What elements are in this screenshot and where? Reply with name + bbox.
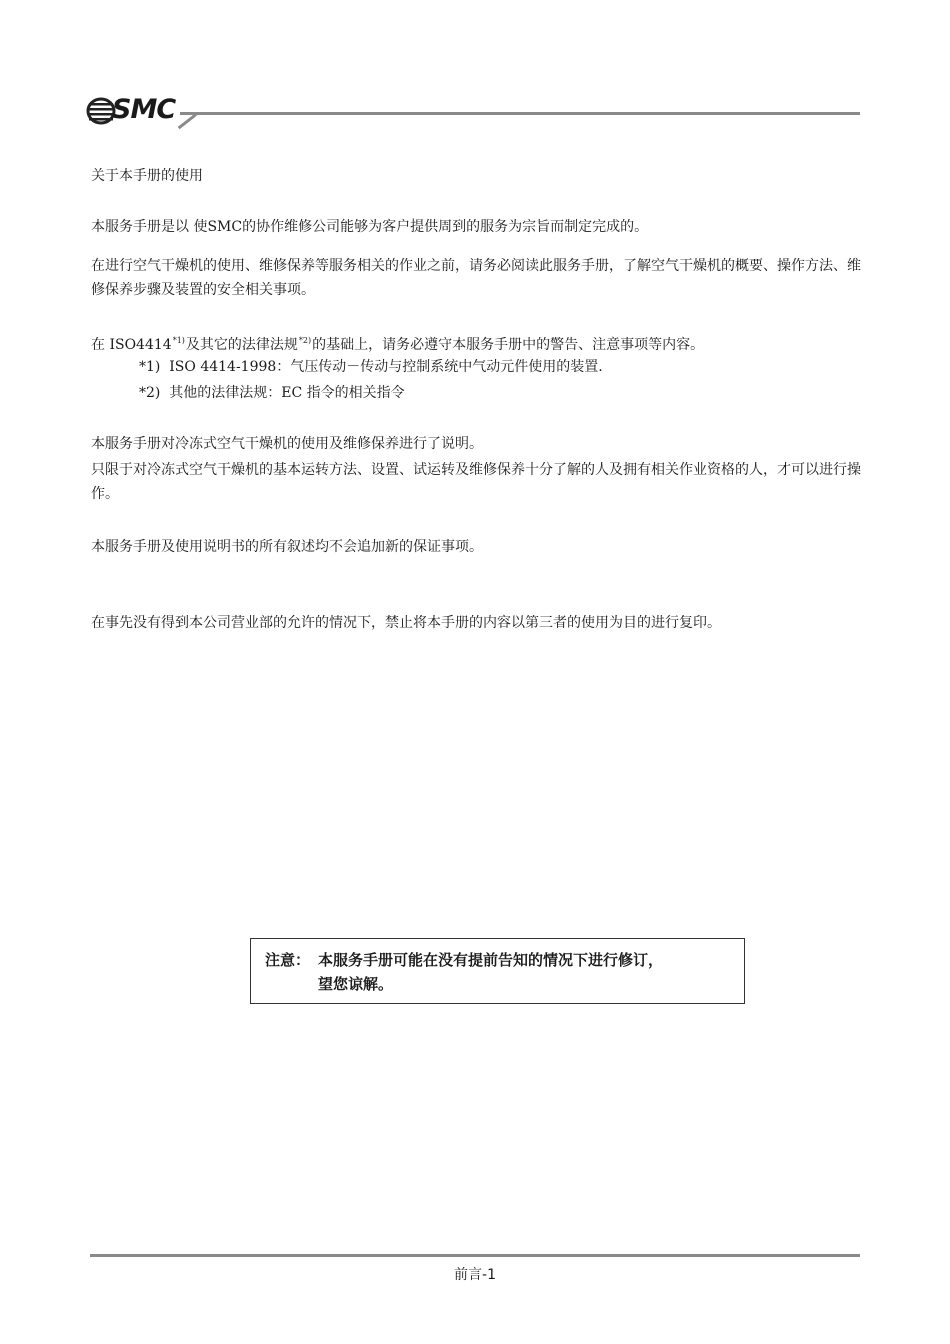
- paragraph-before-work: 在进行空气干燥机的使用、维修保养等服务相关的作业之前，请务必阅读此服务手册，了解空气干燥机的概要、操作方法、维修保养步骤及装置的安全相关事项。: [91, 258, 861, 298]
- notice-line-2: 望您谅解。: [318, 975, 394, 993]
- paragraph-qualified-operators: 只限于对冷冻式空气干燥机的基本运转方法、设置、试运转及维修保养十分了解的人及拥有相关作业资格的人，才可以进行操作。: [91, 462, 861, 502]
- paragraph-warranty: 本服务手册及使用说明书的所有叙述均不会追加新的保证事项。: [91, 539, 483, 555]
- notice-line-1: 本服务手册可能在没有提前告知的情况下进行修订，: [318, 951, 664, 969]
- paragraph-purpose: 本服务手册是以 使SMC的协作维修公司能够为客户提供周到的服务为宗旨而制定完成的。: [91, 219, 649, 235]
- page-number: 前言-1: [454, 1267, 496, 1283]
- footnote-ref-1: *1): [172, 336, 185, 345]
- notice-box: [250, 938, 745, 1004]
- standards-text-3: 的基础上，请务必遵守本服务手册中的警告、注意事项等内容。: [312, 337, 705, 353]
- footnote-ref-2: *2): [298, 336, 312, 345]
- notice-label: 注意：: [265, 951, 311, 969]
- smc-logo: [86, 93, 186, 129]
- standards-text-1: 在 ISO4414: [91, 337, 172, 353]
- paragraph-standards: [91, 329, 704, 357]
- standards-text-2: 及其它的法律法规: [185, 337, 298, 353]
- paragraph-scope: 本服务手册对冷冻式空气干燥机的使用及维修保养进行了说明。: [91, 436, 483, 452]
- footer-rule: [90, 1254, 860, 1257]
- paragraph-copyright: 在事先没有得到本公司营业部的允许的情况下，禁止将本手册的内容以第三者的使用为目的进行复印。: [91, 615, 721, 631]
- header-rule: [180, 112, 860, 115]
- footnote-1: *1) ISO 4414-1998：气压传动－传动与控制系统中气动元件使用的装置.: [139, 359, 603, 375]
- section-heading: 关于本手册的使用: [91, 168, 203, 184]
- logo-text: SMC: [112, 94, 176, 125]
- footnote-2: *2) 其他的法律法规：EC 指令的相关指令: [139, 385, 405, 401]
